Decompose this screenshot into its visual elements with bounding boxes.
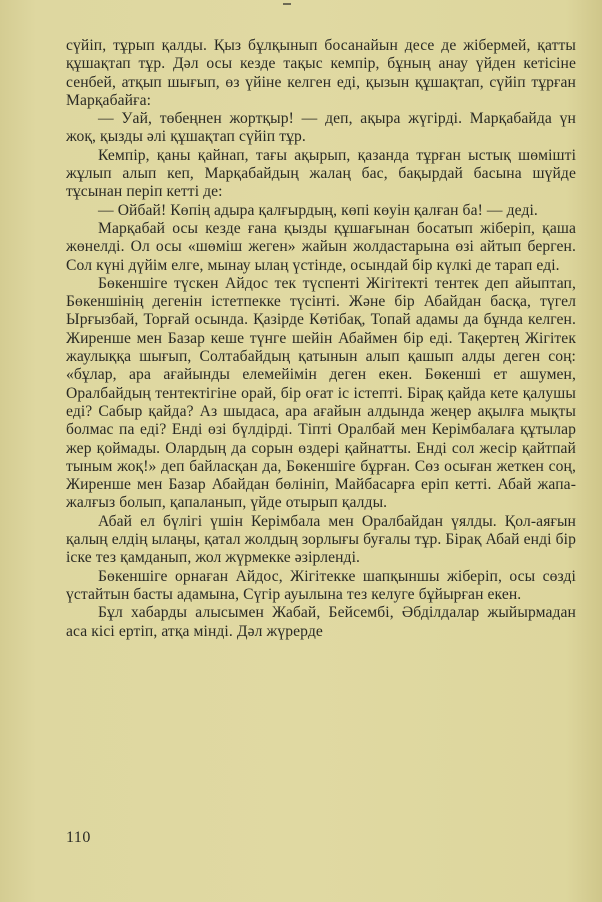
paragraph-2: — Уай, төбеңнен жортқыр! — деп, ақыра жүгірді. Марқабайда үн жоқ, қызды әлі құшақтап сүйіп тұр. [66,110,576,146]
paragraph-4: — Ойбай! Көпің адыра қалғырдың, көпі көуін қалған ба! — деді. [98,201,538,219]
page-number: 110 [66,829,91,846]
body-text [66,37,576,641]
paragraph-5: Марқабай осы кезде ғана қызды құшағынан босатып жіберіп, қаша жөнелді. Ол осы «шөміш жеген» жайын жолдастарына өзі айтып берген. Сол күні дүйім елге, мынау ылаң үстінде, осындай бір күлкі де тарап еді. [66,219,576,274]
paragraph-3: Кемпір, қаны қайнап, тағы ақырып, қазанда тұрған ыстық шөмішті жұлып алып кеп, Марқабайдың жалаң бас, бақырдай басына шүйде тұсынан періп кетті де: [66,146,576,201]
paragraph-9: Бұл хабарды алысымен Жабай, Бейсембі, Әбділдалар жыйырмадан аса кісі ертіп, атқа мінді. Дәл жүрерде [66,604,576,640]
paragraph-6: Бөкеншіге түскен Айдос тек түспенті Жігітекті тентек деп айыптап, Бөкеншінің дегенін істетпекке түсінті. Және бір Абайдан басқа, түгел Ырғызбай, Торғай осында. Қазірде Көтібақ, Топай адамы да бұнда келген. Жиренше мен Базар кеше түнге шейін Абаймен бір еді. Тақертең Жігітек жаулыққа шығып, Солтабайдың қатынын алып қашып алды деген соң: «бұлар, ара ағайынды елемейімін деген екен. Бөкенші ет ашумен, Оралбайдың тентектігіне орай, бір оғат іс істепті. Бірақ қайда кете қалушы еді? Сабыр қайда? Аз шыдаса, ара ағайын алдында жеңер ақылға мықты болмас па еді? Енді өзі бүлдірді. Тіпті Оралбай мен Керімбалаға құтылар жер қоймады. Олардың да сорын өздері қайнатты. Енді сол жесір қайтпай тыным жоқ!» деп байласқан да, Бөкеншіге бұрған. Сөз осыған жеткен соң, Жиренше мен Базар Абайдан бөлініп, Майбасарға еріп кетті. Абай жапа-жалғыз болып, қапаланып, үйде отырып қалды. [66,274,576,512]
paragraph-7: Абай ел бүлігі үшін Керімбала мен Оралбайдан үялды. Қол-аяғын қалың елдің ылаңы, қатал жолдың зорлығы буғалы тұр. Бірақ Абай енді бір іске тез қамданып, жол жүрмекке әзірленді. [66,512,576,567]
print-mark [283,3,291,5]
paragraph-1: сүйіп, тұрып қалды. Қыз бұлқынып босанайын десе де жібермей, қатты құшақтап тұр. Дәл осы кезде тақыс кемпір, бұның анау үйден кетісіне сенбей, атқып шығып, өз үйіне келген еді, қызын құшақтап, сүйіп тұрған Марқабайға: [66,37,576,109]
paragraph-8: Бөкеншіге орнаған Айдос, Жігітекке шапқыншы жіберіп, осы сөзді үстайтын басты адамына, Сүгір ауылына тез келуге бұйырған екен. [66,567,576,603]
